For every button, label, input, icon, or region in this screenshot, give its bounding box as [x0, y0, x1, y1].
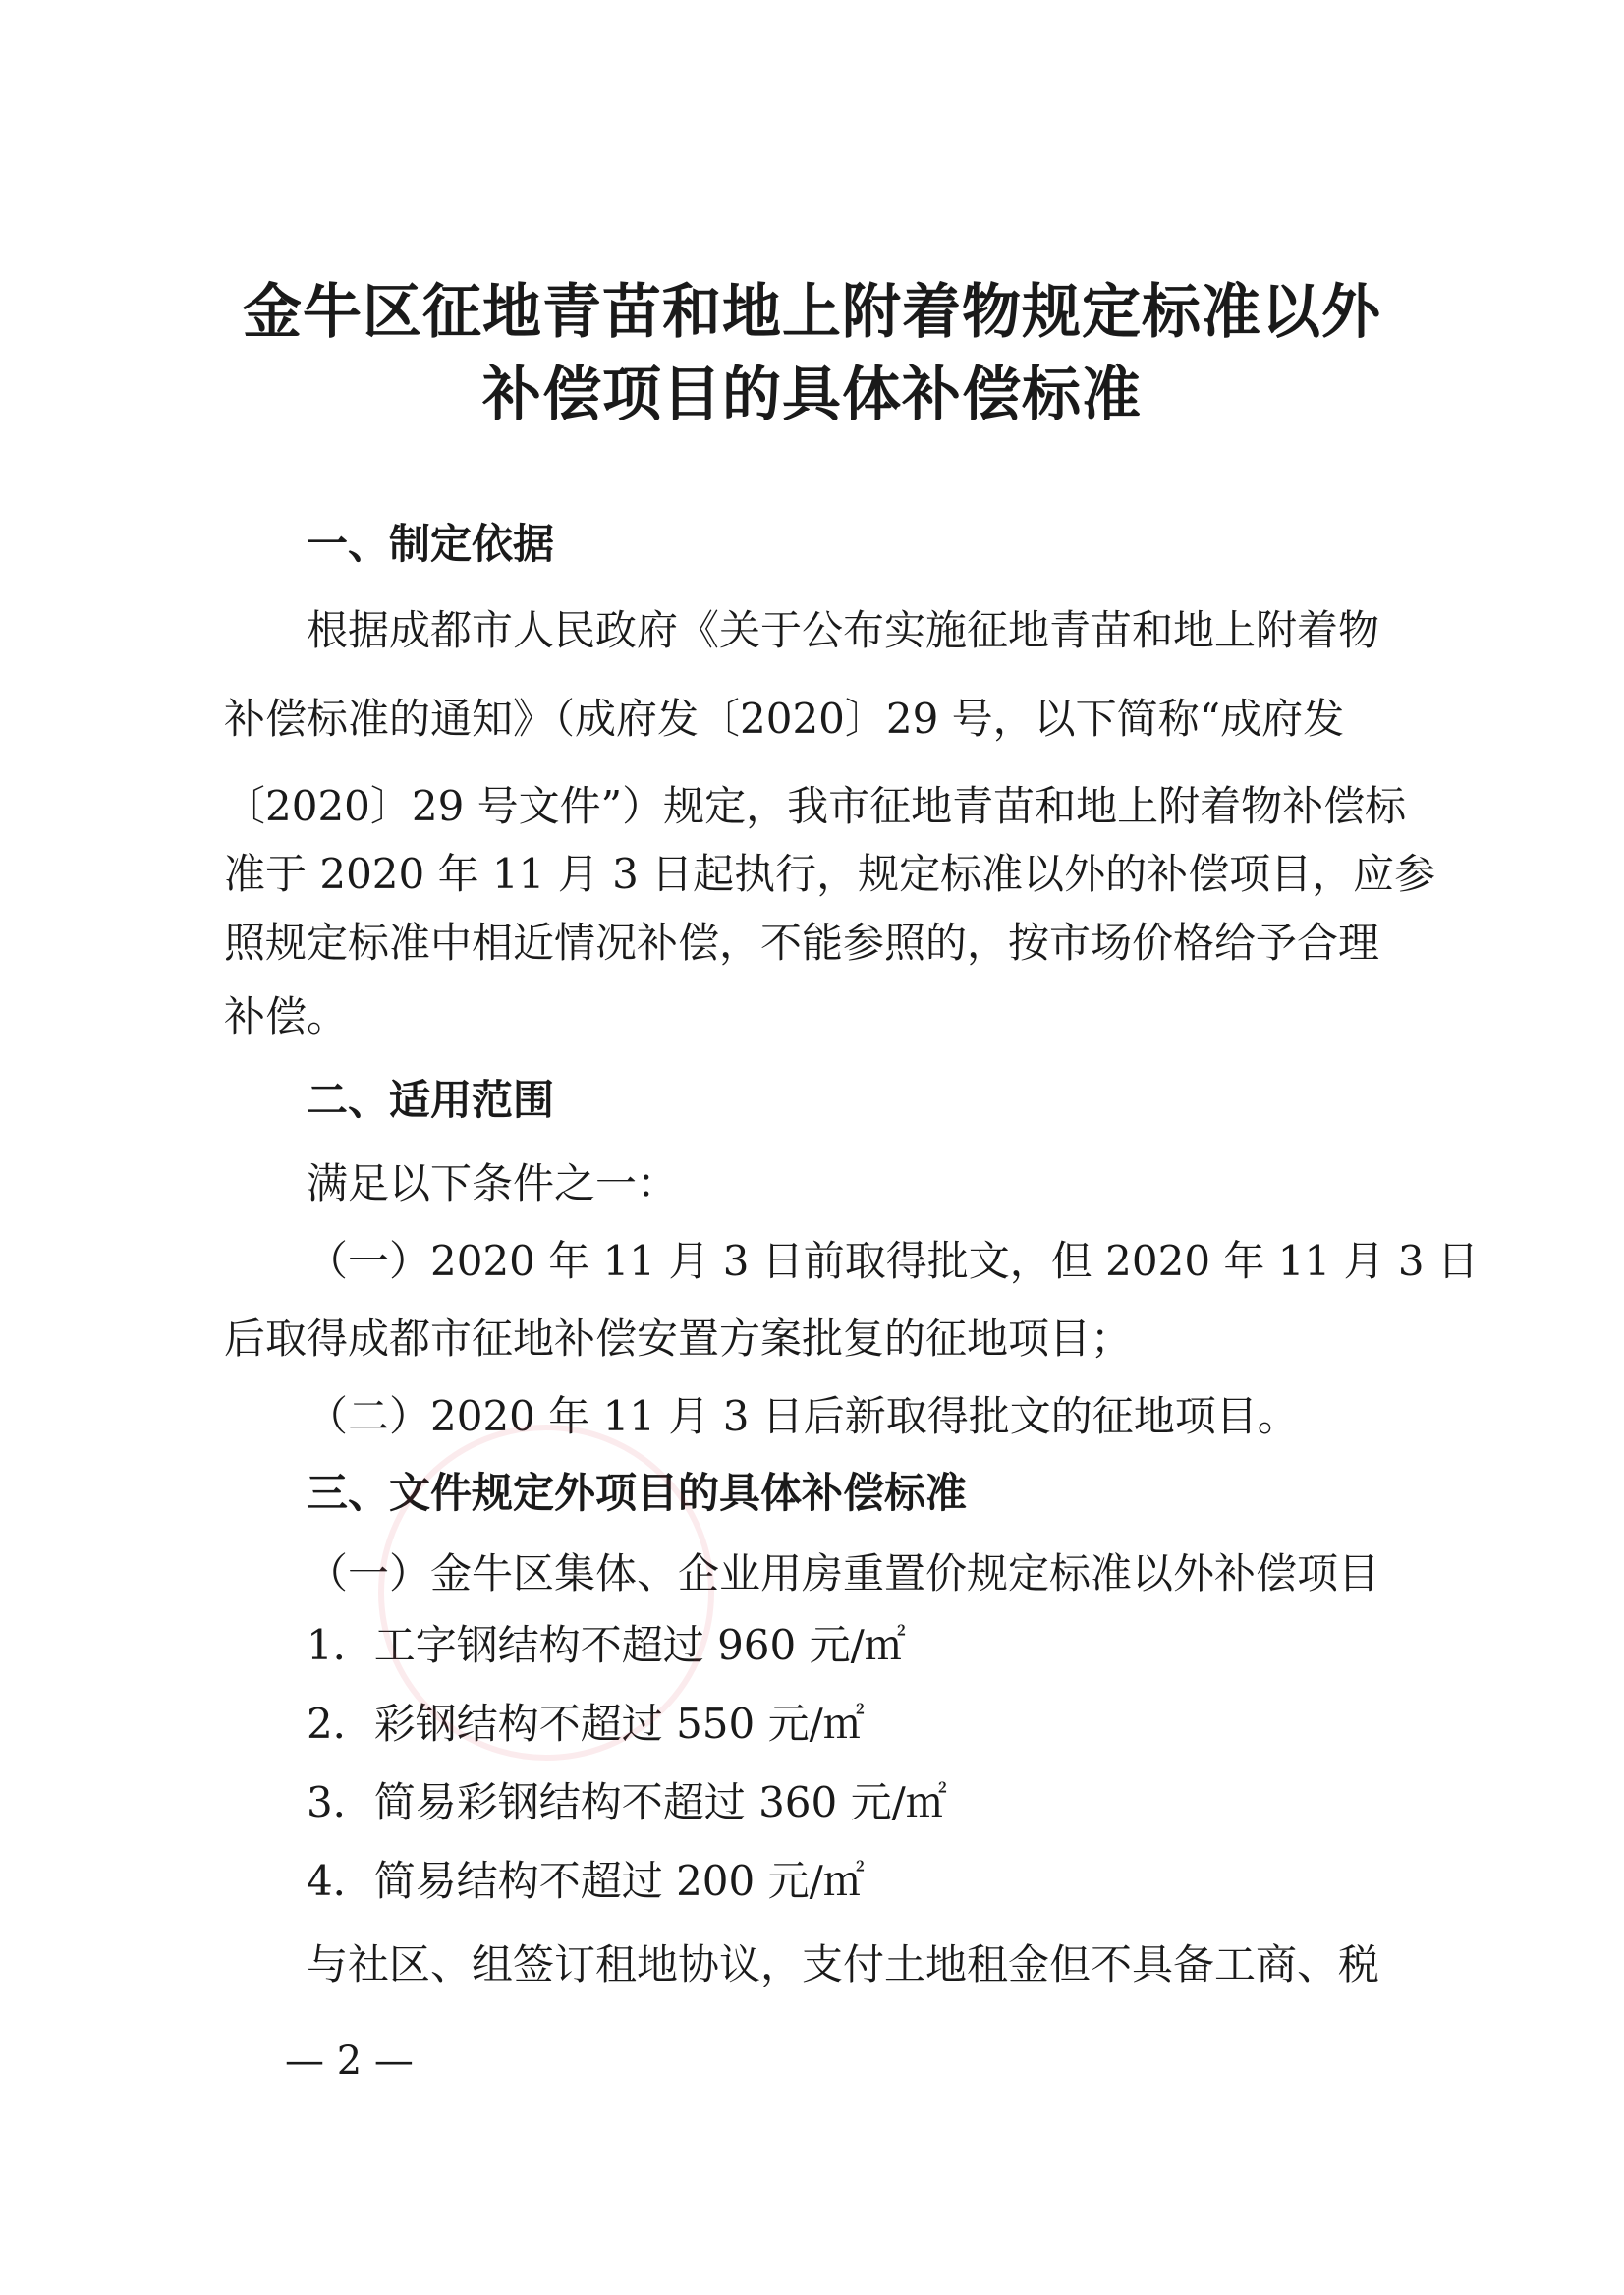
paragraph-line: 补偿标准的通知》（成府发〔2020〕29 号，以下简称“成府发 — [224, 695, 1345, 743]
paragraph-line: 照规定标准中相近情况补偿，不能参照的，按市场价格给予合理 — [224, 919, 1380, 967]
list-item: 1．工字钢结构不超过 960 元/㎡ — [307, 1621, 906, 1669]
section1-heading: 一、制定依据 — [307, 520, 555, 568]
page-number: — 2 — — [285, 2039, 414, 2084]
section3-heading: 三、文件规定外项目的具体补偿标准 — [307, 1469, 968, 1517]
paragraph-line: 准于 2020 年 11 月 3 日起执行，规定标准以外的补偿项目，应参 — [224, 850, 1436, 898]
document-title-line2: 补偿项目的具体补偿标准 — [482, 361, 1142, 429]
paragraph-line: （一）2020 年 11 月 3 日前取得批文，但 2020 年 11 月 3 日 — [307, 1237, 1479, 1285]
list-item: 4．简易结构不超过 200 元/㎡ — [307, 1857, 865, 1905]
document-title-line1: 金牛区征地青苗和地上附着物规定标准以外 — [243, 278, 1381, 347]
paragraph-line: 〔2020〕29 号文件”）规定，我市征地青苗和地上附着物补偿标 — [224, 782, 1407, 830]
paragraph-line: 与社区、组签订租地协议，支付土地租金但不具备工商、税 — [307, 1940, 1380, 1988]
paragraph-line: 补偿。 — [224, 992, 349, 1040]
paragraph-line: 根据成都市人民政府《关于公布实施征地青苗和地上附着物 — [307, 606, 1380, 654]
subheading: （一）金牛区集体、企业用房重置价规定标准以外补偿项目 — [307, 1549, 1380, 1597]
list-item: 3．简易彩钢结构不超过 360 元/㎡ — [307, 1778, 947, 1826]
section2-heading: 二、适用范围 — [307, 1076, 555, 1124]
paragraph-line: 后取得成都市征地补偿安置方案批复的征地项目； — [224, 1315, 1133, 1363]
paragraph-line: （二）2020 年 11 月 3 日后新取得批文的征地项目。 — [307, 1392, 1299, 1440]
list-item: 2．彩钢结构不超过 550 元/㎡ — [307, 1700, 865, 1748]
paragraph-line: 满足以下条件之一： — [307, 1159, 679, 1207]
